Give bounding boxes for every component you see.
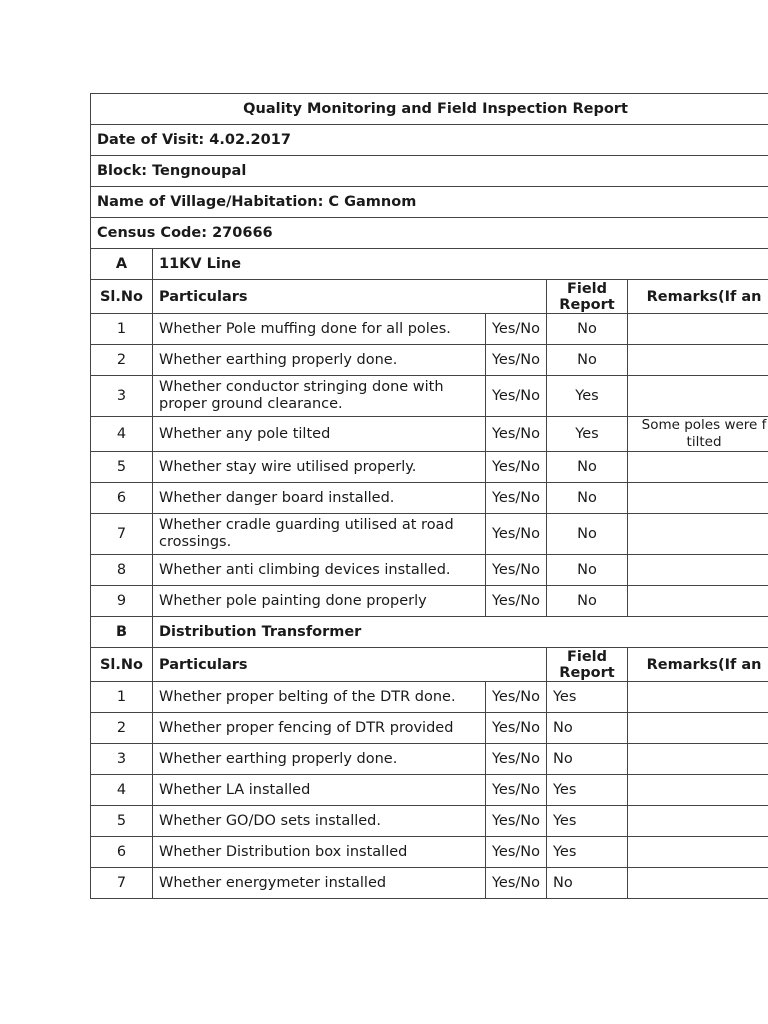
village-name: Name of Village/Habitation: C Gamnom — [91, 187, 768, 218]
table-row — [91, 555, 768, 586]
row-field-report: No — [547, 744, 628, 775]
column-header-particulars: Particulars — [153, 648, 547, 682]
row-field-report: No — [547, 314, 628, 345]
row-option: Yes/No — [486, 868, 547, 899]
section-title: Distribution Transformer — [153, 617, 768, 648]
row-particular: Whether proper belting of the DTR done. — [153, 682, 486, 713]
table-row — [91, 345, 768, 376]
village-row — [91, 187, 768, 218]
row-number: 2 — [91, 345, 153, 376]
column-header-slno: Sl.No — [91, 280, 153, 314]
section-b-title-row — [91, 617, 768, 648]
row-particular: Whether cradle guarding utilised at road crossings. — [153, 514, 486, 555]
row-option: Yes/No — [486, 806, 547, 837]
row-option: Yes/No — [486, 376, 547, 417]
row-remarks — [628, 376, 768, 417]
row-remarks — [628, 837, 768, 868]
column-header-particulars: Particulars — [153, 280, 547, 314]
row-option: Yes/No — [486, 713, 547, 744]
row-remarks — [628, 314, 768, 345]
row-remarks — [628, 868, 768, 899]
row-option: Yes/No — [486, 452, 547, 483]
row-number: 7 — [91, 868, 153, 899]
inspection-report-table — [90, 93, 768, 899]
row-particular: Whether GO/DO sets installed. — [153, 806, 486, 837]
row-remarks — [628, 682, 768, 713]
row-field-report: No — [547, 868, 628, 899]
row-remarks — [628, 483, 768, 514]
row-remarks — [628, 586, 768, 617]
table-row — [91, 837, 768, 868]
table-row — [91, 868, 768, 899]
row-particular: Whether any pole tilted — [153, 417, 486, 452]
row-particular: Whether earthing properly done. — [153, 744, 486, 775]
table-row — [91, 744, 768, 775]
row-option: Yes/No — [486, 314, 547, 345]
table-row — [91, 713, 768, 744]
row-number: 1 — [91, 682, 153, 713]
row-number: 3 — [91, 744, 153, 775]
row-remarks: Some poles were f tilted — [628, 417, 768, 452]
row-number: 6 — [91, 837, 153, 868]
census-code-row — [91, 218, 768, 249]
row-option: Yes/No — [486, 682, 547, 713]
row-particular: Whether Distribution box installed — [153, 837, 486, 868]
table-row — [91, 452, 768, 483]
row-remarks — [628, 555, 768, 586]
row-field-report: No — [547, 483, 628, 514]
section-code: B — [91, 617, 153, 648]
row-number: 3 — [91, 376, 153, 417]
table-row — [91, 514, 768, 555]
table-row — [91, 417, 768, 452]
row-field-report: No — [547, 452, 628, 483]
row-remarks — [628, 452, 768, 483]
row-number: 8 — [91, 555, 153, 586]
row-option: Yes/No — [486, 483, 547, 514]
row-option: Yes/No — [486, 345, 547, 376]
row-option: Yes/No — [486, 555, 547, 586]
row-option: Yes/No — [486, 514, 547, 555]
row-field-report: No — [547, 514, 628, 555]
date-of-visit-row — [91, 125, 768, 156]
row-particular: Whether LA installed — [153, 775, 486, 806]
row-number: 4 — [91, 775, 153, 806]
table-row — [91, 314, 768, 345]
row-particular: Whether proper fencing of DTR provided — [153, 713, 486, 744]
row-field-report: No — [547, 555, 628, 586]
table-row — [91, 376, 768, 417]
block-name: Block: Tengnoupal — [91, 156, 768, 187]
report-title: Quality Monitoring and Field Inspection Report — [91, 94, 768, 125]
row-field-report: No — [547, 586, 628, 617]
row-number: 2 — [91, 713, 153, 744]
row-particular: Whether anti climbing devices installed. — [153, 555, 486, 586]
row-remarks — [628, 713, 768, 744]
row-field-report: Yes — [547, 806, 628, 837]
section-title: 11KV Line — [153, 249, 768, 280]
row-number: 5 — [91, 452, 153, 483]
row-field-report: Yes — [547, 417, 628, 452]
row-field-report: No — [547, 345, 628, 376]
section-code: A — [91, 249, 153, 280]
row-number: 4 — [91, 417, 153, 452]
row-particular: Whether earthing properly done. — [153, 345, 486, 376]
row-option: Yes/No — [486, 837, 547, 868]
column-header-remarks: Remarks(If an — [628, 280, 768, 314]
row-particular: Whether Pole muffing done for all poles. — [153, 314, 486, 345]
row-particular: Whether danger board installed. — [153, 483, 486, 514]
row-field-report: Yes — [547, 775, 628, 806]
row-remarks — [628, 345, 768, 376]
row-number: 1 — [91, 314, 153, 345]
row-number: 7 — [91, 514, 153, 555]
row-option: Yes/No — [486, 417, 547, 452]
table-row — [91, 806, 768, 837]
row-option: Yes/No — [486, 775, 547, 806]
row-particular: Whether conductor stringing done with proper ground clearance. — [153, 376, 486, 417]
census-code: Census Code: 270666 — [91, 218, 768, 249]
column-header-slno: Sl.No — [91, 648, 153, 682]
row-option: Yes/No — [486, 586, 547, 617]
section-b-header-row — [91, 648, 768, 682]
row-number: 9 — [91, 586, 153, 617]
section-a-header-row — [91, 280, 768, 314]
table-row — [91, 586, 768, 617]
column-header-field-report: Field Report — [547, 280, 628, 314]
date-of-visit: Date of Visit: 4.02.2017 — [91, 125, 768, 156]
report-title-row — [91, 94, 768, 125]
table-row — [91, 682, 768, 713]
row-remarks — [628, 514, 768, 555]
row-field-report: Yes — [547, 376, 628, 417]
row-number: 5 — [91, 806, 153, 837]
row-field-report: No — [547, 713, 628, 744]
row-particular: Whether energymeter installed — [153, 868, 486, 899]
column-header-remarks: Remarks(If an — [628, 648, 768, 682]
row-field-report: Yes — [547, 837, 628, 868]
row-remarks — [628, 744, 768, 775]
table-row — [91, 775, 768, 806]
row-number: 6 — [91, 483, 153, 514]
column-header-field-report: Field Report — [547, 648, 628, 682]
table-row — [91, 483, 768, 514]
row-remarks — [628, 775, 768, 806]
block-row — [91, 156, 768, 187]
row-remarks — [628, 806, 768, 837]
row-particular: Whether pole painting done properly — [153, 586, 486, 617]
row-option: Yes/No — [486, 744, 547, 775]
section-a-title-row — [91, 249, 768, 280]
row-particular: Whether stay wire utilised properly. — [153, 452, 486, 483]
row-field-report: Yes — [547, 682, 628, 713]
